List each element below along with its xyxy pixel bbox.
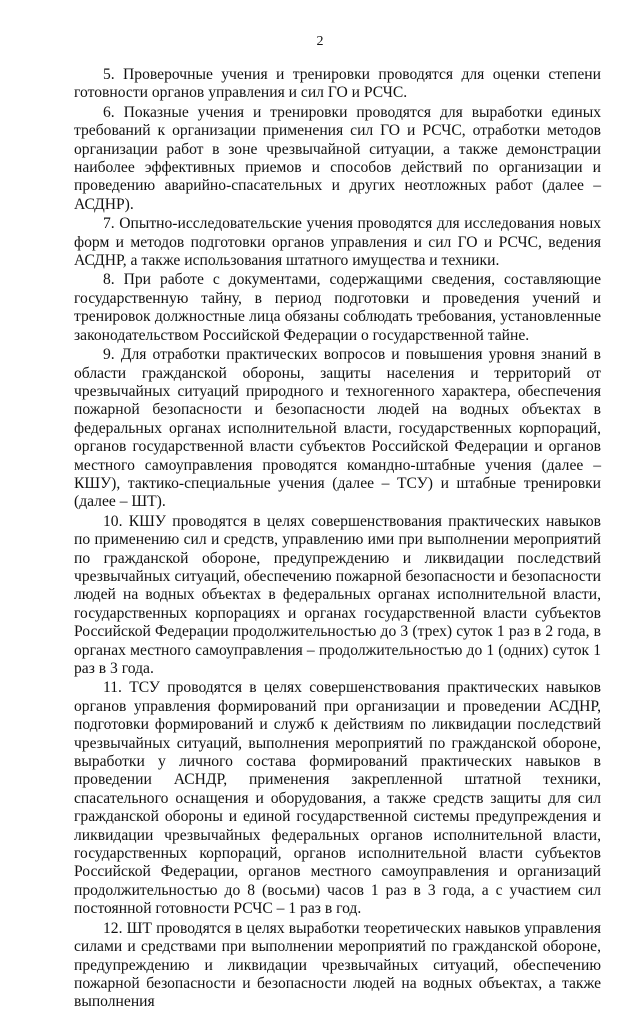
paragraph-8: 8. При работе с документами, содержащими сведения, составляющие государственную тайну, в период подготовки и проведения учений и тренировок должностные лица обязаны соблюдать требования, установленные законодательством Российской Федерации о государственной тайне. <box>74 271 601 344</box>
paragraph-6: 6. Показные учения и тренировки проводятся для выработки единых требований к организации применения сил ГО и РСЧС, отработки методов организации работ в зоне чрезвычайной ситуации, а также демонстрации наиболее эффективных приемов и способов действий по организации и проведению аварийно-спасательных и других неотложных работ (далее –АСДНР). <box>74 103 601 213</box>
paragraph-9: 9. Для отработки практических вопросов и повышения уровня знаний в области гражданской обороны, защиты населения и территорий от чрезвычайных ситуаций природного и техногенного характера, обеспечения пожарной безопасности и безопасности людей на водных объектах в федеральных органах исполнительной власти, государственных корпораций, органов государственной власти субъектов Российской Федерации и органов местного самоуправления проводятся командно-штабные учения (далее – КШУ), тактико-специальные учения (далее – ТСУ) и штабные тренировки (далее – ШТ). <box>74 346 601 511</box>
paragraph-7: 7. Опытно-исследовательские учения проводятся для исследования новых форм и методов подготовки органов управления и сил ГО и РСЧС, ведения АСДНР, а также использования штатного имущества и техники. <box>74 215 601 270</box>
document-body <box>74 66 601 1013</box>
paragraph-11: 11. ТСУ проводятся в целях совершенствования практических навыков органов управления формирований при организации и проведении АСДНР, подготовки формирований и служб к действиям по ликвидации последствий чрезвычайных ситуаций, выполнения мероприятий по гражданской обороне, выработки у личного состава формирований практических навыков в проведении АСНДР, применения закрепленной штатной техники, спасательного оснащения и оборудования, а также средств защиты для сил гражданской обороны и единой государственной системы предупреждения и ликвидации чрезвычайных федеральных органов исполнительной власти, государственных корпораций, органов исполнительной власти субъектов Российской Федерации, органов местного самоуправления и организаций продолжительностью до 8 (восьми) часов 1 раз в 3 года, а с участием сил постоянной готовности РСЧС – 1 раз в год. <box>74 679 601 918</box>
paragraph-10: 10. КШУ проводятся в целях совершенствования практических навыков по применению сил и средств, управлению ими при выполнении мероприятий по гражданской обороне, предупреждению и ликвидации последствий чрезвычайных ситуаций, обеспечению пожарной безопасности и безопасности людей на водных объектах в федеральных органах исполнительной власти, государственных корпорациях и органах государственной власти субъектов Российской Федерации продолжительностью до 3 (трех) суток 1 раз в 2 года, в органах местного самоуправления – продолжительностью до 1 (одних) суток 1 раз в 3 года. <box>74 512 601 677</box>
paragraph-12: 12. ШТ проводятся в целях выработки теоретических навыков управления силами и средствами при выполнении мероприятий по гражданской обороне, предупреждению и ликвидации чрезвычайных ситуаций, обеспечению пожарной безопасности и безопасности людей на водных объектах, а также выполнения <box>74 919 601 1011</box>
paragraph-5: 5. Проверочные учения и тренировки проводятся для оценки степени готовности органов управления и сил ГО и РСЧС. <box>74 66 601 102</box>
page-number: 2 <box>316 34 324 49</box>
